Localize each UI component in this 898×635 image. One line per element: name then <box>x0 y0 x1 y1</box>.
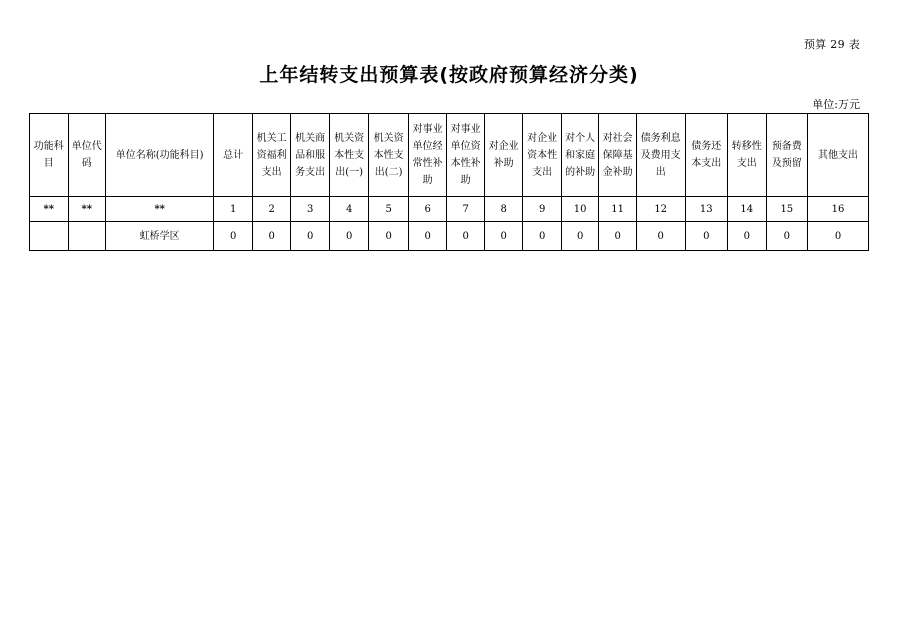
index-cell: 2 <box>252 197 291 222</box>
index-cell: 11 <box>599 197 636 222</box>
table-cell: 0 <box>523 222 562 251</box>
header-cell: 债务还本支出 <box>685 114 728 197</box>
header-row <box>30 114 869 197</box>
table-cell: 0 <box>685 222 728 251</box>
header-cell: 机关工资福利支出 <box>252 114 291 197</box>
page-title: 上年结转支出预算表(按政府预算经济分类) <box>259 64 639 86</box>
table-cell <box>30 222 69 251</box>
header-cell: 债务利息及费用支出 <box>636 114 685 197</box>
index-cell: ** <box>68 197 105 222</box>
index-cell: ** <box>30 197 69 222</box>
table-cell: 0 <box>599 222 636 251</box>
index-cell: 6 <box>408 197 447 222</box>
unit-label: 单位:万元 <box>812 98 860 111</box>
header-cell: 对社会保障基金补助 <box>599 114 636 197</box>
index-cell: 12 <box>636 197 685 222</box>
header-cell: 机关商品和服务支出 <box>291 114 330 197</box>
budget-table <box>29 113 869 251</box>
header-cell: 对事业单位经常性补助 <box>408 114 447 197</box>
index-cell: 5 <box>369 197 409 222</box>
table-cell: 0 <box>408 222 447 251</box>
header-cell: 单位名称(功能科目) <box>105 114 213 197</box>
index-cell: 4 <box>329 197 369 222</box>
index-cell: 10 <box>561 197 598 222</box>
table-cell: 0 <box>369 222 409 251</box>
table-cell: 0 <box>808 222 869 251</box>
header-cell: 对个人和家庭的补助 <box>561 114 598 197</box>
header-cell: 总计 <box>214 114 253 197</box>
table-cell: 0 <box>447 222 484 251</box>
header-cell: 对企业资本性支出 <box>523 114 562 197</box>
header-cell: 预备费及预留 <box>766 114 808 197</box>
header-cell: 转移性支出 <box>728 114 767 197</box>
table-cell: 0 <box>561 222 598 251</box>
table-cell <box>68 222 105 251</box>
index-row <box>30 197 869 222</box>
header-cell: 功能科目 <box>30 114 69 197</box>
index-cell: 1 <box>214 197 253 222</box>
index-cell: 8 <box>484 197 523 222</box>
index-cell: 15 <box>766 197 808 222</box>
index-cell: 7 <box>447 197 484 222</box>
table-row <box>30 222 869 251</box>
index-cell: ** <box>105 197 213 222</box>
header-cell: 机关资本性支出(二) <box>369 114 409 197</box>
index-cell: 9 <box>523 197 562 222</box>
index-cell: 14 <box>728 197 767 222</box>
table-cell: 0 <box>484 222 523 251</box>
table-cell: 0 <box>252 222 291 251</box>
table-cell: 0 <box>636 222 685 251</box>
table-cell: 0 <box>214 222 253 251</box>
header-cell: 机关资本性支出(一) <box>329 114 369 197</box>
table-cell: 0 <box>329 222 369 251</box>
header-cell: 对企业补助 <box>484 114 523 197</box>
index-cell: 3 <box>291 197 330 222</box>
table-cell: 0 <box>291 222 330 251</box>
table-cell: 0 <box>766 222 808 251</box>
header-cell: 单位代码 <box>68 114 105 197</box>
table-cell: 0 <box>728 222 767 251</box>
header-cell: 对事业单位资本性补助 <box>447 114 484 197</box>
index-cell: 16 <box>808 197 869 222</box>
form-number: 预算 29 表 <box>803 38 860 51</box>
header-cell: 其他支出 <box>808 114 869 197</box>
table-cell: 虹桥学区 <box>105 222 213 251</box>
index-cell: 13 <box>685 197 728 222</box>
